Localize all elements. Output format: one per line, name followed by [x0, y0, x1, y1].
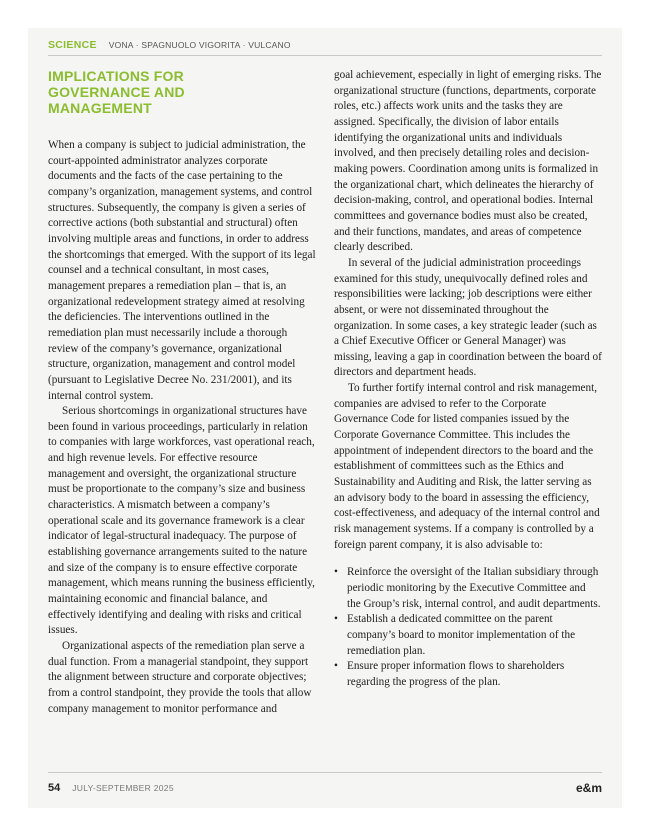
magazine-logo: e&m [575, 781, 602, 795]
bullet-icon: • [334, 613, 338, 626]
running-header [48, 37, 602, 53]
paragraph: In several of the judicial administration proceedings examined for this study, unequivocally defined roles and responsibilities were lacking; job descriptions were either absent, or were not disseminated throughout the organization. In some cases, a key strategic leader (such as a Chief Executive Officer or General Manager) was missing, leaving a gap in coordination between the board of directors and department heads. [334, 256, 602, 379]
paragraph: To further fortify internal control and risk management, companies are advised to refer to the Corporate Governance Code for listed companies issued by the Corporate Governance Committee. This includes the appointment of independent directors to the board and the establishment of committees such as the Ethics and Sustainability and Auditing and Risk, the latter serving as an advisory body to the board in assessing the efficiency, cost-effectiveness, and adequacy of the internal control and risk management systems. If a company is controlled by a foreign parent company, it is also advisable to: [334, 382, 600, 551]
header-divider [48, 55, 602, 56]
bullet-icon: • [334, 566, 338, 579]
paragraph: Organizational aspects of the remediation plan serve a dual function. From a managerial standpoint, they support the alignment between structure and corporate objectives; from a control standpoint, they provide the tools that allow company management to monitor performance and [48, 640, 312, 715]
list-item-text: Establish a dedicated committee on the parent company’s board to monitor implementation of the remediation plan. [347, 613, 576, 657]
recommendation-list [334, 565, 602, 690]
bullet-icon: • [334, 660, 338, 673]
right-column [334, 68, 602, 691]
section-label: SCIENCE [48, 39, 97, 51]
paragraph: goal achievement, especially in light of emerging risks. The organizational structure (functions, departments, corporate roles, etc.) affects work units and the tasks they are assigned. Specifically, the division of labor entails identifying the organizational units and individuals involved, and then precisely detailing roles and decision-making powers. Coordination among units is formalized in the organizational chart, which delineates the hierarchy of decision-making, control, and operational bodies. Internal committees and governance bodies must also be created, and their functions, mandates, and areas of competence clearly described. [334, 69, 602, 254]
list-item [334, 659, 602, 690]
list-item [334, 612, 602, 659]
list-item-text: Ensure proper information flows to shareholders regarding the progress of the plan. [347, 660, 565, 688]
section-heading: IMPLICATIONS FOR GOVERNANCE AND MANAGEMENT [48, 68, 185, 116]
paragraph: When a company is subject to judicial administration, the court-appointed administrator analyzes corporate documents and the facts of the case pertaining to the company’s organization, management systems, and control structures. Subsequently, the company is given a series of corrective actions (both substantial and structural) often involving multiple areas and functions, in order to address the shortcomings that emerged. With the support of its legal counsel and a technical consultant, in most cases, management prepares a remediation plan – that is, an organizational redevelopment strategy aimed at resolving the deficiencies. The interventions outlined in the remediation plan must necessarily include a thorough review of the company’s governance, organizational structure, organization, management and control model (pursuant to Legislative Decree No. 231/2001), and its internal control system. [48, 139, 316, 402]
list-item [334, 565, 602, 612]
left-column [48, 68, 316, 717]
page-number: 54 [48, 782, 61, 794]
list-item-text: Reinforce the oversight of the Italian subsidiary through periodic monitoring by the Executive Committee and the Group’s risk, internal control, and audit departments. [347, 566, 601, 610]
issue-date: JULY-SEPTEMBER 2025 [72, 783, 174, 793]
authors-line: VONA · SPAGNUOLO VIGORITA · VULCANO [108, 40, 291, 50]
page-footer [48, 778, 602, 798]
magazine-page [28, 28, 622, 808]
paragraph: Serious shortcomings in organizational structures have been found in various proceedings, particularly in relation to companies with large workforces, vast operational reach, and high revenue levels. For effective resource management and oversight, the organizational structure must be proportionate to the company’s size and business characteristics. A mismatch between a company’s operational scale and its governance framework is a clear indicator of legal-structural inadequacy. The purpose of establishing governance arrangements suited to the nature and size of the company is to ensure effective corporate management, which means running the business efficiently, maintaining economic and financial balance, and effectively identifying and dealing with risks and critical issues. [48, 405, 315, 637]
footer-divider [48, 772, 602, 773]
